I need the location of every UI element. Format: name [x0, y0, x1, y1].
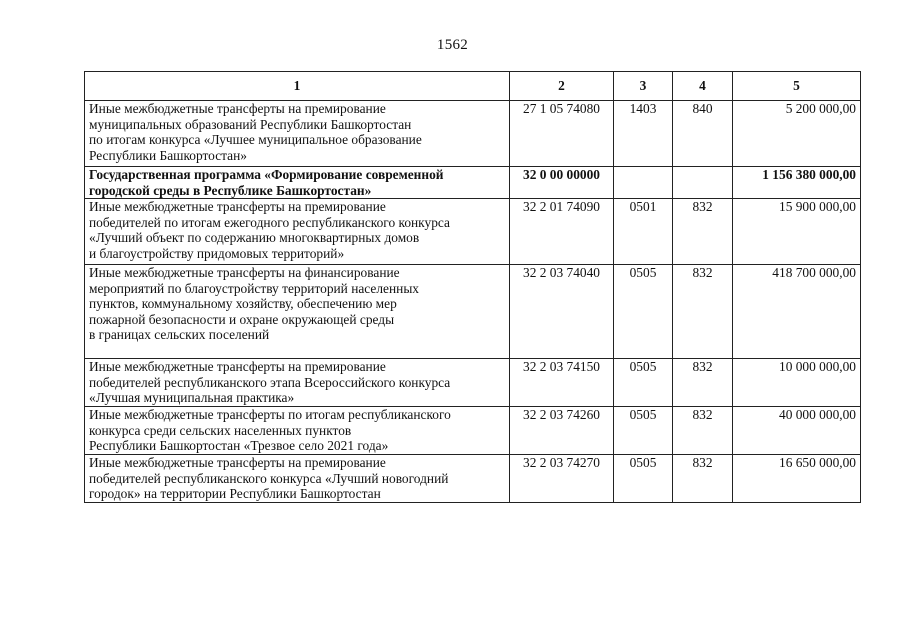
row-section-cell: 0501 — [614, 199, 673, 265]
row-name-line: городок» на территории Республики Башкортостан — [89, 486, 381, 501]
row-amount-cell: 418 700 000,00 — [733, 265, 861, 359]
row-section-cell — [614, 167, 673, 199]
row-section-cell: 1403 — [614, 101, 673, 167]
row-amount-cell: 10 000 000,00 — [733, 359, 861, 407]
row-name-line: Республики Башкортостан «Трезвое село 2021 года» — [89, 438, 389, 453]
column-header-2: 2 — [510, 72, 614, 101]
row-type-cell: 832 — [673, 265, 733, 359]
row-section-cell: 0505 — [614, 359, 673, 407]
budget-table — [84, 71, 861, 503]
row-type-cell: 840 — [673, 101, 733, 167]
row-name-line: «Лучшая муниципальная практика» — [89, 390, 295, 405]
row-type-cell: 832 — [673, 359, 733, 407]
table-row — [85, 407, 861, 455]
row-name-cell — [85, 265, 510, 359]
row-code-cell: 27 1 05 74080 — [510, 101, 614, 167]
row-name-line: пожарной безопасности и охране окружающей среды — [89, 311, 395, 327]
row-name-line: Иные межбюджетные трансферты по итогам республиканского — [89, 407, 451, 422]
column-header-5: 5 — [733, 72, 861, 101]
row-name-line: муниципальных образований Республики Башкортостан — [89, 116, 412, 132]
row-name-line: городской среды в Республике Башкортостан» — [89, 182, 372, 198]
row-code-cell: 32 2 03 74270 — [510, 455, 614, 503]
row-name-line: Иные межбюджетные трансферты на премирование — [89, 101, 386, 116]
row-type-cell — [673, 167, 733, 199]
row-code-cell: 32 0 00 00000 — [510, 167, 614, 199]
table-row — [85, 101, 861, 167]
row-code-cell: 32 2 01 74090 — [510, 199, 614, 265]
row-name-cell — [85, 359, 510, 407]
table-body — [85, 101, 861, 503]
row-amount-cell: 1 156 380 000,00 — [733, 167, 861, 199]
row-amount-cell: 40 000 000,00 — [733, 407, 861, 455]
row-name-line: «Лучший объект по содержанию многоквартирных домов — [89, 230, 420, 245]
row-name-line: по итогам конкурса «Лучшее муниципальное образование — [89, 132, 422, 147]
table-row — [85, 199, 861, 265]
row-section-cell: 0505 — [614, 407, 673, 455]
row-amount-cell: 5 200 000,00 — [733, 101, 861, 167]
row-name-line: мероприятий по благоустройству территорий населенных — [89, 280, 420, 296]
row-name-cell — [85, 101, 510, 167]
row-name-cell — [85, 167, 510, 199]
row-type-cell: 832 — [673, 455, 733, 503]
row-code-cell: 32 2 03 74150 — [510, 359, 614, 407]
row-name-line: конкурса среди сельских населенных пунктов — [89, 422, 352, 438]
row-section-cell: 0505 — [614, 265, 673, 359]
row-name-line: и благоустройству придомовых территорий» — [89, 245, 345, 261]
row-section-cell: 0505 — [614, 455, 673, 503]
row-type-cell: 832 — [673, 199, 733, 265]
page-number: 1562 — [436, 37, 469, 53]
column-header-1: 1 — [85, 72, 510, 101]
row-name-line: Иные межбюджетные трансферты на премирование — [89, 359, 386, 374]
row-name-line: Иные межбюджетные трансферты на премирование — [89, 455, 386, 470]
row-code-cell: 32 2 03 74260 — [510, 407, 614, 455]
row-code-cell: 32 2 03 74040 — [510, 265, 614, 359]
row-amount-cell: 16 650 000,00 — [733, 455, 861, 503]
table-row — [85, 455, 861, 503]
row-amount-cell: 15 900 000,00 — [733, 199, 861, 265]
row-name-line: в границах сельских поселений — [89, 327, 270, 342]
header-row — [85, 72, 861, 101]
row-name-line: Государственная программа «Формирование современной — [89, 167, 444, 182]
row-name-line: пунктов, коммунальному хозяйству, обеспечению мер — [89, 296, 397, 311]
row-name-cell — [85, 455, 510, 503]
table-row — [85, 167, 861, 199]
table-row — [85, 359, 861, 407]
table-row — [85, 265, 861, 359]
column-header-4: 4 — [673, 72, 733, 101]
row-name-line: Республики Башкортостан» — [89, 147, 247, 163]
table-header — [85, 72, 861, 101]
column-header-3: 3 — [614, 72, 673, 101]
row-name-line: Иные межбюджетные трансферты на премирование — [89, 199, 386, 214]
row-name-line: Иные межбюджетные трансферты на финансирование — [89, 265, 400, 280]
row-name-cell — [85, 407, 510, 455]
row-name-line: победителей по итогам ежегодного республиканского конкурса — [89, 214, 450, 230]
row-name-line: победителей республиканского этапа Всероссийского конкурса — [89, 374, 451, 390]
row-name-line: победителей республиканского конкурса «Лучший новогодний — [89, 470, 449, 486]
row-name-cell — [85, 199, 510, 265]
row-type-cell: 832 — [673, 407, 733, 455]
